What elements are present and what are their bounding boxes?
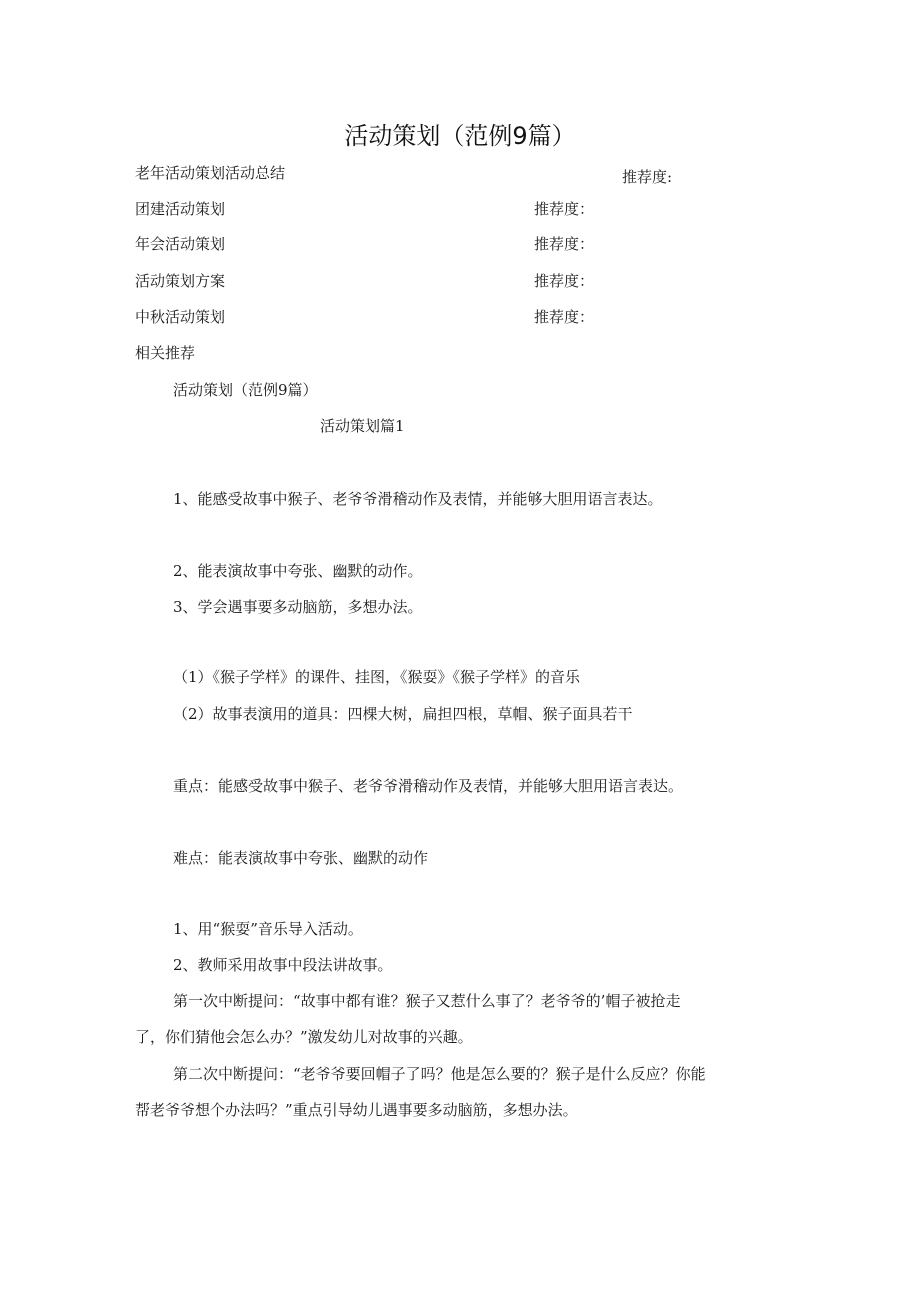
document-subtitle: 活动策划（范例9篇）	[173, 381, 318, 399]
toc-item-recommendation: 推荐度:	[622, 168, 673, 186]
goal-item: 3、学会遇事要多动脑筋，多想办法。	[173, 598, 423, 616]
toc-item-recommendation: 推荐度：	[534, 272, 595, 290]
material-item: （1）《猴子学样》的课件、挂图，《猴耍》《猴子学样》的音乐	[173, 668, 581, 686]
goal-item: 2、能表演故事中夸张、幽默的动作。	[173, 562, 423, 580]
difficulty: 难点：能表演故事中夸张、幽默的动作	[173, 849, 429, 867]
toc-item-label[interactable]: 团建活动策划	[135, 200, 226, 218]
process-item: 1、用“猴耍”音乐导入活动。	[173, 920, 363, 938]
toc-item-label[interactable]: 老年活动策划活动总结	[135, 164, 286, 182]
toc-item-label[interactable]: 年会活动策划	[135, 235, 226, 253]
toc-item-label[interactable]: 中秋活动策划	[135, 308, 226, 326]
toc-item-recommendation: 推荐度：	[534, 308, 595, 326]
toc-item-recommendation: 推荐度：	[534, 235, 595, 253]
question-paragraph-line: 第一次中断提问：“故事中都有谁？猴子又惹什么事了？老爷爷的’帽子被抢走	[173, 992, 681, 1010]
material-item: （2）故事表演用的道具：四棵大树，扁担四根，草帽、猴子面具若干	[173, 705, 633, 723]
goal-item: 1、能感受故事中猴子、老爷爷滑稽动作及表情，并能够大胆用语言表达。	[173, 490, 663, 508]
process-item: 2、教师采用故事中段法讲故事。	[173, 956, 393, 974]
related-heading: 相关推荐	[135, 344, 196, 362]
document-title: 活动策划（范例9篇）	[344, 122, 576, 150]
toc-item-recommendation: 推荐度：	[534, 200, 595, 218]
question-paragraph-line: 帮老爷爷想个办法吗？”重点引导幼儿遇事要多动脑筋，多想办法。	[135, 1101, 578, 1119]
question-paragraph-line: 了，你们猜他会怎么办？”激发幼儿对故事的兴趣。	[135, 1028, 473, 1046]
section-heading: 活动策划篇1	[320, 417, 405, 435]
toc-item-label[interactable]: 活动策划方案	[135, 272, 226, 290]
key-point: 重点：能感受故事中猴子、老爷爷滑稽动作及表情，并能够大胆用语言表达。	[173, 777, 684, 795]
question-paragraph-line: 第二次中断提问：“老爷爷要回帽子了吗？他是怎么要的？猴子是什么反应？你能	[173, 1065, 706, 1083]
